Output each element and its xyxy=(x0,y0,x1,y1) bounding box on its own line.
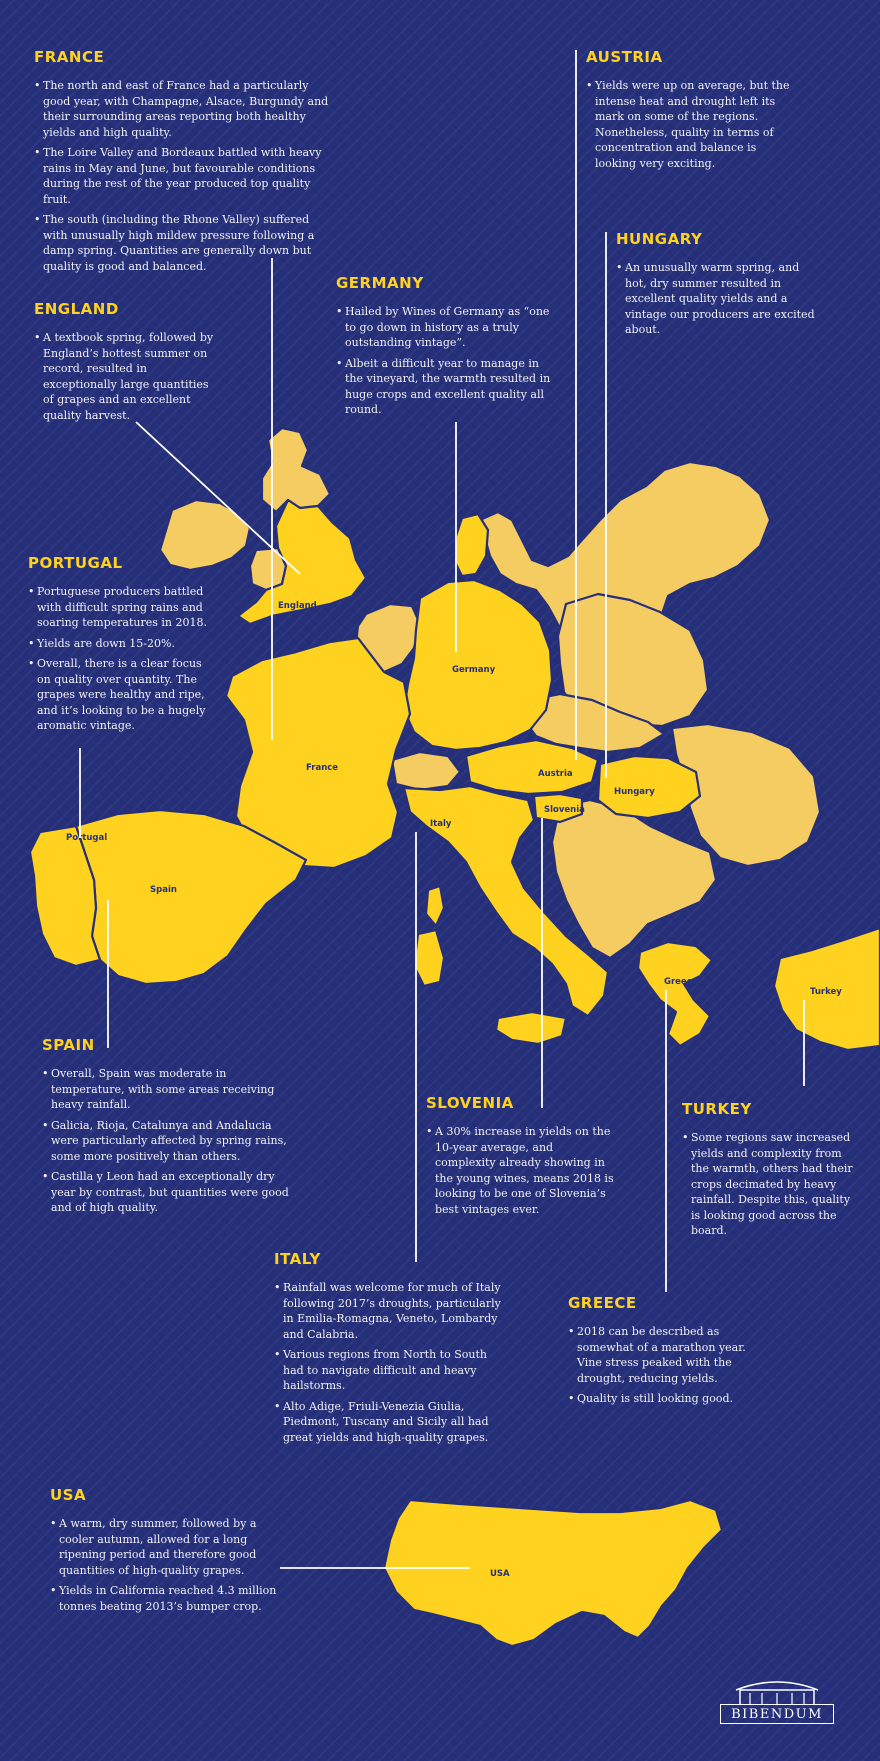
map-label-hungary: Hungary xyxy=(614,787,655,797)
section-germany xyxy=(336,274,556,423)
section-title-hungary: HUNGARY xyxy=(616,230,703,248)
switzerland-shape xyxy=(392,752,460,790)
bullet-list-italy xyxy=(274,1280,506,1445)
section-title-portugal: PORTUGAL xyxy=(28,554,123,572)
bullet-item: • An unusually warm spring, and hot, dry summer resulted in excellent quality yields and a vintage our producers are excited about. xyxy=(616,260,816,338)
building-icon xyxy=(720,1676,834,1706)
usa-shape xyxy=(384,1500,722,1646)
map-label-italy: Italy xyxy=(430,819,452,829)
section-title-usa: USA xyxy=(50,1486,87,1504)
bullet-item: • 2018 can be described as somewhat of a marathon year. Vine stress peaked with the drought, reducing yields. xyxy=(568,1324,762,1386)
section-turkey xyxy=(682,1100,860,1244)
bullet-list-austria xyxy=(586,78,796,171)
map-label-austria: Austria xyxy=(538,769,573,779)
bullet-item: • The north and east of France had a particularly good year, with Champagne, Alsace, Burgundy and their surrounding areas reporting both healthy yields and high quality. xyxy=(34,78,334,140)
bullet-item: • Hailed by Wines of Germany as “one to go down in history as a truly outstanding vintage”. xyxy=(336,304,556,351)
section-slovenia xyxy=(426,1094,616,1222)
map-label-spain: Spain xyxy=(150,885,177,895)
section-portugal xyxy=(28,554,212,739)
bullet-list-hungary xyxy=(616,260,816,338)
sardinia-shape xyxy=(414,930,444,986)
map-label-england: England xyxy=(278,601,317,611)
balkans-shape xyxy=(552,800,716,958)
section-title-france: FRANCE xyxy=(34,48,105,66)
map-label-usa: USA xyxy=(490,1569,510,1579)
bullet-item: • Some regions saw increased yields and complexity from the warmth, others had their crops decimated by heavy rainfall. Despite this, quality is looking good across the board. xyxy=(682,1130,860,1239)
bullet-item: • A 30% increase in yields on the 10-year average, and complexity already showing in the young wines, means 2018 is looking to be one of Slovenia’s best vintages ever. xyxy=(426,1124,616,1217)
bullet-item: • Albeit a difficult year to manage in the vineyard, the warmth resulted in huge crops and excellent quality all round. xyxy=(336,356,556,418)
section-title-turkey: TURKEY xyxy=(682,1100,752,1118)
section-austria xyxy=(586,48,796,176)
section-italy xyxy=(274,1250,506,1450)
section-greece xyxy=(568,1294,762,1412)
bullet-list-portugal xyxy=(28,584,212,734)
bullet-item: • Overall, there is a clear focus on quality over quantity. The grapes were healthy and ripe, and it’s looking to be a hugely aromatic vintage. xyxy=(28,656,212,734)
bullet-list-usa xyxy=(50,1516,280,1614)
bullet-item: • The south (including the Rhone Valley) suffered with unusually high mildew pressure following a damp spring. Quantities are generally down but quality is good and balanced. xyxy=(34,212,334,274)
bullet-item: • Alto Adige, Friuli-Venezia Giulia, Piedmont, Tuscany and Sicily all had great yields and high-quality grapes. xyxy=(274,1399,506,1446)
section-title-spain: SPAIN xyxy=(42,1036,95,1054)
bullet-item: • Portuguese producers battled with difficult spring rains and soaring temperatures in 2018. xyxy=(28,584,212,631)
section-england xyxy=(34,300,214,428)
bullet-item: • Yields are down 15-20%. xyxy=(28,636,212,652)
bibendum-logo xyxy=(720,1676,834,1724)
section-title-germany: GERMANY xyxy=(336,274,424,292)
section-france xyxy=(34,48,334,279)
map-label-france: France xyxy=(306,763,339,773)
bullet-list-greece xyxy=(568,1324,762,1407)
section-title-england: ENGLAND xyxy=(34,300,119,318)
bullet-item: • Overall, Spain was moderate in temperature, with some areas receiving heavy rainfall. xyxy=(42,1066,290,1113)
section-title-greece: GREECE xyxy=(568,1294,637,1312)
section-title-italy: ITALY xyxy=(274,1250,321,1268)
section-title-austria: AUSTRIA xyxy=(586,48,663,66)
bullet-item: • Rainfall was welcome for much of Italy following 2017’s droughts, particularly in Emilia-Romagna, Veneto, Lombardy and Calabria. xyxy=(274,1280,506,1342)
bullet-item: • Various regions from North to South had to navigate difficult and heavy hailstorms. xyxy=(274,1347,506,1394)
bullet-list-slovenia xyxy=(426,1124,616,1217)
map-label-germany: Germany xyxy=(452,665,496,675)
bullet-item: • The Loire Valley and Bordeaux battled with heavy rains in May and June, but favourable conditions during the rest of the year produced top quality fruit. xyxy=(34,145,334,207)
corsica-shape xyxy=(426,886,444,926)
map-label-slovenia: Slovenia xyxy=(544,805,585,815)
bullet-list-spain xyxy=(42,1066,290,1216)
bullet-item: • A textbook spring, followed by England’s hottest summer on record, resulted in exceptionally large quantities of grapes and an excellent quality harvest. xyxy=(34,330,214,423)
map-label-greece: Greece xyxy=(664,977,698,987)
greece-shape xyxy=(638,942,712,1046)
section-usa xyxy=(50,1486,280,1619)
bullet-item: • A warm, dry summer, followed by a cooler autumn, allowed for a long ripening period and therefore good quantities of high-quality grapes. xyxy=(50,1516,280,1578)
map-label-turkey: Turkey xyxy=(810,987,842,997)
bullet-item: • Yields in California reached 4.3 million tonnes beating 2013’s bumper crop. xyxy=(50,1583,280,1614)
section-spain xyxy=(42,1036,290,1221)
bullet-item: • Yields were up on average, but the intense heat and drought left its mark on some of the regions. Nonetheless, quality in terms of concentration and balance is looking very exciting. xyxy=(586,78,796,171)
denmark-shape xyxy=(454,514,488,576)
logo-wordmark: BIBENDUM xyxy=(720,1704,834,1724)
bullet-list-england xyxy=(34,330,214,423)
bullet-list-turkey xyxy=(682,1130,860,1239)
sicily-shape xyxy=(496,1012,566,1044)
section-title-slovenia: SLOVENIA xyxy=(426,1094,514,1112)
bullet-item: • Galicia, Rioja, Catalunya and Andalucia were particularly affected by spring rains, some more positively than others. xyxy=(42,1118,290,1165)
bullet-item: • Castilla y Leon had an exceptionally dry year by contrast, but quantities were good and of high quality. xyxy=(42,1169,290,1216)
bullet-list-france xyxy=(34,78,334,274)
map-label-portugal: Portugal xyxy=(66,833,108,843)
section-hungary xyxy=(616,230,816,343)
bullet-item: • Quality is still looking good. xyxy=(568,1391,762,1407)
bullet-list-germany xyxy=(336,304,556,418)
